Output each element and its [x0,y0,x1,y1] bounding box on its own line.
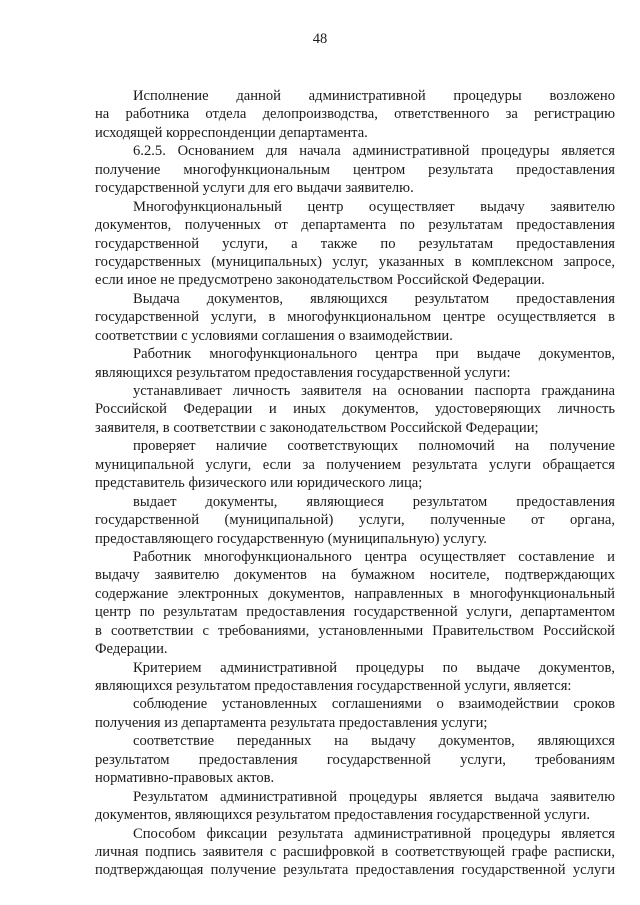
text-line: документов, являющихся результатом предоставления государственной услуги. [95,807,591,824]
text-line: содержание электронных документов, направленных в многофункциональный [95,585,615,602]
text-line: на работника отдела делопроизводства, ответственного за регистрацию [95,106,615,123]
text-line: государственной услуги, а также по результатам предоставления [95,235,615,252]
text-line: соответствии с условиями соглашения о взаимодействии. [95,327,453,344]
text-line: получения из департамента результата предоставления услуги; [95,714,488,731]
text-line: Результатом административной процедуры является выдача заявителю [133,788,615,805]
text-line: проверяет наличие соответствующих полномочий на получение [133,438,615,455]
text-line: являющихся результатом предоставления государственной услуги: [95,364,511,381]
text-line: заявителя, в соответствии с законодательством Российской Федерации; [95,419,539,436]
text-line: Российской Федерации и иных документов, удостоверяющих личность [95,401,615,418]
text-line: центр по результатам предоставления государственной услуги, департаментом [95,604,615,621]
text-line: государственных (муниципальных) услуг, указанных в комплексном запросе, [95,253,615,270]
text-line: выдает документы, являющиеся результатом предоставления [133,493,615,510]
text-line: Федерации. [95,641,168,658]
text-line: Исполнение данной административной процедуры возложено [133,88,615,104]
text-line: подтверждающая получение результата предоставления государственной услуги [95,862,615,879]
document-body [95,87,615,880]
text-line: государственной (муниципальной) услуги, полученные от органа, [95,512,615,529]
text-line: нормативно-правовых актов. [95,770,275,787]
text-line: государственной услуги, в многофункциональном центре осуществляется в [95,309,615,326]
text-line: Выдача документов, являющихся результатом предоставления [133,290,615,307]
text-line: Работник многофункционального центра осуществляет составление и [133,548,615,565]
text-line: получение многофункциональным центром результата предоставления [95,161,615,178]
text-line: исходящей корреспонденции департамента. [95,124,368,141]
text-line: соблюдение установленных соглашениями о взаимодействии сроков [133,696,615,713]
text-line: являющихся результатом предоставления государственной услуги, является: [95,678,572,694]
text-line: Многофункциональный центр осуществляет выдачу заявителю [133,198,615,215]
text-line: устанавливает личность заявителя на основании паспорта гражданина [133,383,615,399]
text-line: государственной услуги для его выдачи заявителю. [95,180,414,197]
text-line: Способом фиксации результата административной процедуры является [133,825,615,842]
text-line: в соответствии с требованиями, установленными Правительством Российской [95,622,615,639]
text-line: муниципальной услуги, если за получением результата услуги обращается [95,456,615,473]
text-line: 6.2.5. Основанием для начала административной процедуры является [133,143,615,160]
text-line: предоставляющего государственную (муниципальную) услугу. [95,530,487,547]
text-line: документов, полученных от департамента по результатам предоставления [95,217,615,234]
text-line: если иное не предусмотрено законодательством Российской Федерации. [95,272,545,289]
text-line: представитель физического или юридического лица; [95,475,423,492]
page-number: 48 [312,31,328,47]
text-line: Работник многофункционального центра при выдаче документов, [133,346,615,363]
text-line: выдачу заявителю документов на бумажном носителе, подтверждающих [95,567,615,584]
text-line: личная подпись заявителя с расшифровкой в соответствующей графе расписки, [95,843,615,860]
text-line: Критерием административной процедуры по выдаче документов, [133,659,615,676]
text-line: соответствие переданных на выдачу документов, являющихся [133,733,615,750]
text-line: результатом предоставления государственной услуги, требованиям [95,751,615,768]
